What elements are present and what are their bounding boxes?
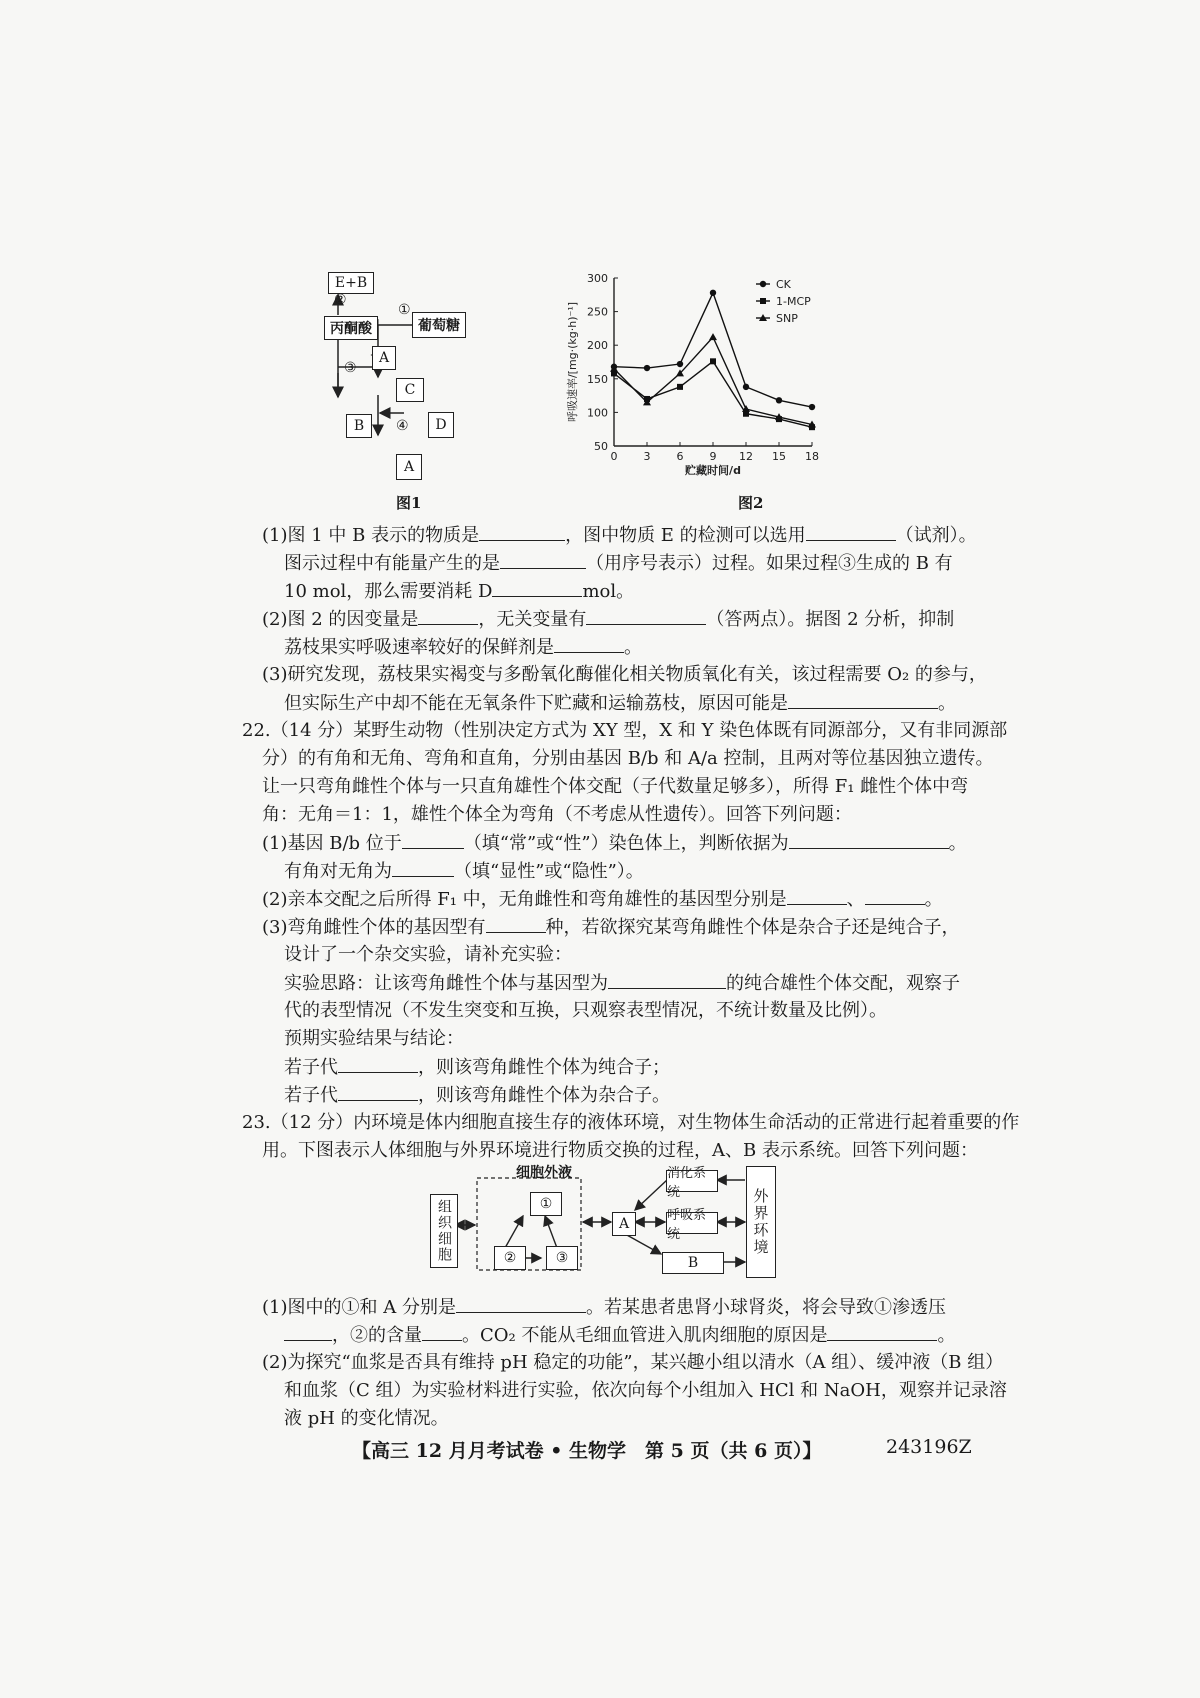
data-point-ck bbox=[677, 361, 683, 367]
q22-intro-line1: 22.（14 分）某野生动物（性别决定方式为 XY 型，X 和 Y 染色体既有同源部分，又有非同源部 bbox=[242, 720, 1008, 741]
q21-p1-line1 bbox=[262, 522, 977, 549]
d-box: D bbox=[428, 412, 454, 438]
external-environment-box: 外界环境 bbox=[746, 1166, 776, 1278]
q22-p1-text-c: 。 bbox=[948, 833, 967, 854]
q21-p1-text-e: （用序号表示）过程。如果过程③生成的 B 有 bbox=[586, 553, 953, 574]
q22-p3-text-a: (3)弯角雌性个体的基因型有 bbox=[262, 917, 486, 938]
q23-p1-text-e: 。 bbox=[937, 1325, 956, 1346]
q21-p1-text-d: 图示过程中有能量产生的是 bbox=[284, 553, 500, 574]
q22-p3-line4: 代的表型情况（不发生突变和互换，只观察表型情况，不统计数量及比例）。 bbox=[284, 1000, 887, 1021]
circle-3-box: ③ bbox=[546, 1246, 578, 1270]
blank-genotype-count bbox=[486, 914, 546, 933]
q22-p1-text-b: （填“常”或“性”）染色体上，判断依据为 bbox=[463, 833, 789, 854]
q21-p2-text-c: （答两点）。据图 2 分析，抑制 bbox=[706, 609, 955, 630]
q22-p3-line7 bbox=[284, 1082, 670, 1109]
blank-irrelevant-var bbox=[586, 606, 706, 625]
tissue-cell-box: 组织细胞 bbox=[430, 1194, 458, 1268]
q22-p1-text-e: （填“显性”或“隐性”）。 bbox=[454, 861, 644, 882]
x-tick-label: 18 bbox=[805, 450, 819, 463]
blank-1-and-a bbox=[456, 1294, 586, 1313]
q22-p3-text-b: 种，若欲探究某弯角雌性个体是杂合子还是纯合子， bbox=[545, 917, 960, 938]
q22-p1-text-a: (1)基因 B/b 位于 bbox=[262, 833, 402, 854]
series-line-ck bbox=[614, 293, 812, 407]
blank-content-2 bbox=[422, 1322, 462, 1341]
y-tick-label: 200 bbox=[587, 339, 608, 353]
glucose-box: 葡萄糖 bbox=[412, 312, 466, 338]
x-tick-label: 0 bbox=[610, 450, 618, 463]
q23-p2-line3: 液 pH 的变化情况。 bbox=[284, 1408, 449, 1429]
marker-2: ② bbox=[334, 292, 347, 308]
blank-anaerobic-reason bbox=[788, 690, 938, 709]
q21-p2-text-e: 。 bbox=[624, 637, 642, 658]
blank-osmotic-pressure bbox=[284, 1322, 332, 1341]
q21-p3-text-b: 但实际生产中却不能在无氧条件下贮藏和运输荔枝，原因可能是 bbox=[284, 693, 788, 714]
blank-result-pure bbox=[338, 1054, 418, 1073]
b-system-box: B bbox=[662, 1252, 724, 1274]
q23-p2-line1: (2)为探究“血浆是否具有维持 pH 稳定的功能”，某兴趣小组以清水（A 组）、缓冲液（B 组） bbox=[262, 1352, 1004, 1373]
q21-p2-text-b: ，无关变量有 bbox=[478, 609, 587, 630]
blank-b-substance bbox=[479, 522, 565, 541]
q21-p3-line2 bbox=[284, 690, 956, 717]
q21-p1-line3 bbox=[284, 578, 634, 605]
y-tick-label: 100 bbox=[587, 406, 608, 420]
a-bottom-box: A bbox=[396, 454, 422, 480]
q22-p3-text-i2: ，则该弯角雌性个体为杂合子。 bbox=[418, 1085, 670, 1106]
q22-p1-line2 bbox=[284, 858, 644, 885]
data-point-1-mcp bbox=[710, 358, 716, 364]
a-top-box: A bbox=[372, 346, 396, 370]
q22-p2-text-c: 。 bbox=[924, 889, 943, 910]
x-tick-label: 9 bbox=[709, 450, 717, 463]
q22-p1-line1 bbox=[262, 830, 967, 857]
q21-p2-text-d: 荔枝果实呼吸速率较好的保鲜剂是 bbox=[284, 637, 554, 658]
q22-p3-text-h1: 若子代 bbox=[284, 1057, 338, 1078]
blank-co2-reason bbox=[827, 1322, 937, 1341]
x-tick-label: 15 bbox=[772, 450, 786, 463]
x-axis-label: 贮藏时间/d bbox=[685, 464, 741, 477]
data-point-ck bbox=[644, 365, 650, 371]
blank-e-reagent bbox=[806, 522, 896, 541]
q22-p3-line3 bbox=[284, 970, 960, 997]
marker-4: ④ bbox=[396, 418, 409, 434]
exam-code: 243196Z bbox=[886, 1436, 972, 1458]
q23-p1-text-a: (1)图中的①和 A 分别是 bbox=[262, 1297, 456, 1318]
pyruvate-box: 丙酮酸 bbox=[324, 316, 378, 340]
legend-label-1-mcp: 1-MCP bbox=[776, 295, 811, 308]
b-box: B bbox=[346, 414, 372, 438]
page-footer: 【高三 12 月月考试卷 • 生物学 第 5 页（共 6 页）】 bbox=[352, 1440, 822, 1462]
blank-preservative bbox=[554, 634, 624, 653]
q21-p1-text-g: mol。 bbox=[582, 581, 635, 602]
q22-p3-line6 bbox=[284, 1054, 670, 1081]
q22-p3-text-d: 实验思路：让该弯角雌性个体与基因型为 bbox=[284, 973, 608, 994]
marker-1: ① bbox=[398, 302, 411, 318]
q23-p1-text-c: ，②的含量 bbox=[332, 1325, 422, 1346]
q22-intro-line4: 角：无角＝1：1，雄性个体全为弯角（不考虑从性遗传）。回答下列问题： bbox=[262, 804, 852, 825]
q22-p3-line2: 设计了一个杂交实验，请补充实验： bbox=[284, 944, 572, 965]
figure2-caption: 图2 bbox=[738, 494, 764, 512]
x-tick-label: 6 bbox=[676, 450, 684, 463]
blank-genotype-2 bbox=[865, 886, 925, 905]
legend-marker-1-mcp bbox=[760, 298, 766, 304]
blank-basis bbox=[789, 830, 949, 849]
eb-box: E+B bbox=[328, 272, 374, 294]
y-tick-label: 250 bbox=[587, 305, 608, 319]
q22-p3-line1 bbox=[262, 914, 960, 941]
q21-p2-text-a: (2)图 2 的因变量是 bbox=[262, 609, 419, 630]
figure1-caption: 图1 bbox=[396, 494, 422, 512]
blank-d-mol bbox=[492, 578, 582, 597]
data-point-snp bbox=[709, 333, 717, 340]
q21-p2-line2 bbox=[284, 634, 642, 661]
blank-genotype-1 bbox=[787, 886, 847, 905]
q21-p2-line1 bbox=[262, 606, 954, 633]
y-tick-label: 150 bbox=[587, 372, 608, 386]
q23-p1-text-d: 。CO₂ 不能从毛细血管进入肌肉细胞的原因是 bbox=[462, 1325, 828, 1346]
q22-p3-text-h2: ，则该弯角雌性个体为纯合子； bbox=[418, 1057, 670, 1078]
blank-dependent-var bbox=[418, 606, 478, 625]
data-point-1-mcp bbox=[677, 384, 683, 390]
q22-intro-line3: 让一只弯角雌性个体与一只直角雄性个体交配（子代数量足够多），所得 F₁ 雌性个体中弯 bbox=[262, 776, 969, 797]
a-system-box: A bbox=[612, 1212, 636, 1236]
c-box: C bbox=[396, 378, 424, 402]
q21-p3-text-c: 。 bbox=[938, 693, 956, 714]
blank-dominance bbox=[392, 858, 454, 877]
q21-p3-line1: (3)研究发现，荔枝果实褐变与多酚氧化酶催化相关物质氧化有关，该过程需要 O₂ 的参与， bbox=[262, 664, 987, 685]
q22-p1-text-d: 有角对无角为 bbox=[284, 861, 392, 882]
ecf-label: 细胞外液 bbox=[516, 1165, 572, 1181]
blank-energy-steps bbox=[500, 550, 586, 569]
q22-p3-text-e: 的纯合雄性个体交配，观察子 bbox=[726, 973, 960, 994]
circle-1-box: ① bbox=[530, 1192, 562, 1216]
series-line-snp bbox=[614, 337, 812, 424]
blank-chromosome-type bbox=[402, 830, 464, 849]
digestive-system-box: 消化系统 bbox=[666, 1170, 718, 1192]
q23-p1-text-b: 。若某患者患肾小球肾炎，将会导致①渗透压 bbox=[585, 1297, 946, 1318]
q23-intro-line1: 23.（12 分）内环境是体内细胞直接生存的液体环境，对生物体生命活动的正常进行起着重要的作 bbox=[242, 1112, 1020, 1133]
q23-p1-line2 bbox=[284, 1322, 955, 1349]
q21-p1-line2 bbox=[284, 550, 953, 577]
q21-p1-text-f: 10 mol，那么需要消耗 D bbox=[284, 581, 493, 602]
q22-p3-line5: 预期实验结果与结论： bbox=[284, 1028, 464, 1049]
legend-marker-ck bbox=[760, 281, 766, 287]
legend-label-ck: CK bbox=[776, 278, 791, 291]
data-point-ck bbox=[743, 384, 749, 390]
y-axis-label: 呼吸速率/[mg·(kg·h)⁻¹] bbox=[566, 301, 579, 423]
q22-p3-text-i1: 若子代 bbox=[284, 1085, 338, 1106]
data-point-ck bbox=[776, 397, 782, 403]
circle-2-box: ② bbox=[494, 1246, 526, 1270]
q21-p1-text-c: （试剂）。 bbox=[895, 525, 977, 546]
respiratory-system-box: 呼吸系统 bbox=[666, 1212, 718, 1234]
x-tick-label: 12 bbox=[739, 450, 753, 463]
q22-p2-line bbox=[262, 886, 943, 913]
data-point-ck bbox=[809, 404, 815, 410]
q23-p2-line2: 和血浆（C 组）为实验材料进行实验，依次向每个小组加入 HCl 和 NaOH，观察并记录溶 bbox=[284, 1380, 1007, 1401]
q22-p2-text-a: (2)亲本交配之后所得 F₁ 中，无角雌性和弯角雄性的基因型分别是 bbox=[262, 889, 787, 910]
legend-label-snp: SNP bbox=[776, 312, 798, 325]
y-tick-label: 50 bbox=[594, 440, 608, 453]
data-point-ck bbox=[710, 290, 716, 296]
q21-p1-text-a: (1)图 1 中 B 表示的物质是 bbox=[262, 525, 480, 546]
blank-result-hetero bbox=[338, 1082, 418, 1101]
q23-p1-line1 bbox=[262, 1294, 946, 1321]
x-tick-label: 3 bbox=[643, 450, 651, 463]
q21-p1-text-b: ，图中物质 E 的检测可以选用 bbox=[565, 525, 806, 546]
marker-3: ③ bbox=[344, 360, 357, 376]
q23-intro-line2: 用。下图表示人体细胞与外界环境进行物质交换的过程，A、B 表示系统。回答下列问题： bbox=[262, 1140, 978, 1161]
q22-p2-text-b: 、 bbox=[846, 889, 865, 910]
blank-male-genotype bbox=[608, 970, 726, 989]
q22-intro-line2: 分）的有角和无角、弯角和直角，分别由基因 B/b 和 A/a 控制，且两对等位基因独立遗传。 bbox=[262, 748, 994, 769]
figure2-chart bbox=[540, 270, 880, 495]
y-tick-label: 300 bbox=[587, 272, 608, 285]
